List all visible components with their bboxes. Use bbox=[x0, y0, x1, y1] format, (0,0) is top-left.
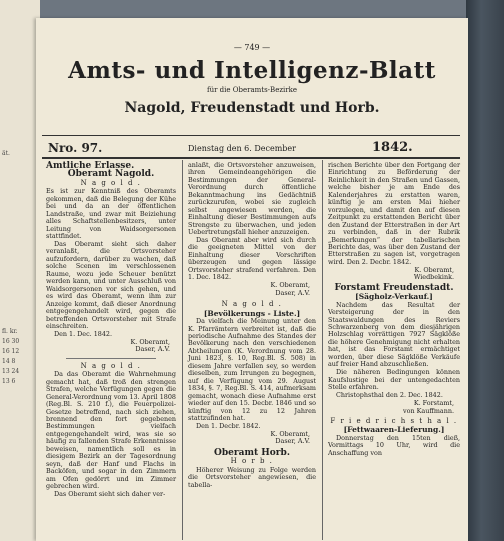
signature: von Kauffmann. bbox=[403, 406, 454, 415]
signature: Daser, A.V. bbox=[275, 288, 310, 297]
margin-fragment: 16 12 bbox=[2, 348, 20, 355]
signature: Daser, A.V. bbox=[275, 437, 310, 446]
book-spine bbox=[466, 0, 504, 541]
date-line: Den 1. Dec. 1842. bbox=[54, 329, 113, 338]
paragraph: Höherer Weisung zu Folge werden die Ortsvorsteher angewiesen, die tabella- bbox=[188, 465, 316, 489]
paragraph: Das Oberamt sieht sich daher ver- bbox=[54, 490, 166, 499]
signature: K. Forstamt, bbox=[413, 399, 454, 408]
paragraph: Das Oberamt aber wird sich durch die geeigneten Mittel von der Einhaltung dieser Vorschriften überzeugen und gegen lässige Ortsvorsteher strafend verfahren. Den 1. Dec. 1842. bbox=[188, 236, 316, 282]
margin-fragment: ät. bbox=[2, 150, 10, 157]
paragraph: Da das Oberamt die Wahrnehmung gemacht hat, daß troß den strengen Strafen, welche Verfügungen gegen die General-Verordnung vom 13. April 1808 (Reg.Bl. S. 210 f.), die Feuerpolizei-Gesetze betreffend, nach sich ziehen, brennend den fort gegebenen Bestimmungen vielfach entgegengehandelt wird, was sie so häufig zu fallenden Strafe Erkenntnisse beweisen, namentlich soll es in diesigem Bezirk an der Tagesordnung seyn, daß der Hanf und Flachs in Backöfen, und sogar in den Zimmern am Ofen gedörrt und im Zimmer gebrechen wird. bbox=[46, 370, 176, 491]
separator bbox=[66, 358, 156, 359]
signature: Daser, A.V. bbox=[135, 345, 170, 354]
notice-heading: [Sägholz-Verkauf.] bbox=[355, 292, 433, 302]
paragraph: Nachdem das Resultat der Versteigerung der in den Staatswaldungen des Reviers Schwarzenberg von dem diesjährigen Holzschlag vorrättigen 7927 Sägklöße die höhere Genehmigung nicht erhalten hat, ist das Forstamt ermächtiget worden, über diese Sägklöße Verkäufe auf freier Hand abzuschließen. bbox=[328, 300, 460, 369]
paragraph: Das Oberamt sieht sich daher veranlaßt, die Ortsvorsteher aufzufordern, darüber zu wachen, daß solche Scenen im verschlossenen Raume, wozu jede Scheuer benützt werden kann, und unter Ausschluß von Waidsorgersonen vor sich gehen, und es wird das Oberamt, wenn ihm zur Anzeige kommt, daß dieser Anordnung entgegengehandelt wird, gegen die betreffenden Ortsvorsteher mit Strafe einschreiten. bbox=[46, 240, 176, 331]
issue-year: 1842. bbox=[372, 140, 413, 155]
column-divider bbox=[322, 160, 323, 540]
column-divider bbox=[182, 160, 183, 540]
masthead-subtitle: für die Oberamts-Bezirke bbox=[207, 86, 297, 94]
paragraph: Da vielfach die Meinung unter den K. Pfarrämtern verbreitet ist, daß die periodische Aufnahme des Standes der Bevölkerung nach den verschiedenen Abtheilungen (K. Verordnung vom 28. Juni 1823, §. 10, Reg.Bl. S. 508) in diesem Jahre verfallen sey, so werden dieselben, zum Irrungen zu begegnen, auf die Verfügung vom 29. August 1834, §. 7, Reg.Bl. S. 414, aufmerksam gemacht, wonach diese Aufnahme erst wieder auf den 15. Decbr. 1846 und so künftig von 12 zu 12 Jahren stattzufinden hat. bbox=[188, 317, 316, 422]
location: N a g o l d . bbox=[221, 300, 283, 309]
issue-number: Nro. 97. bbox=[48, 141, 103, 155]
signature: K. Oberamt, bbox=[130, 337, 170, 346]
paragraph: Es ist zur Kenntniß des Oberamts gekommen, daß die Belegung der Kühe bei und da an der öffentlichen Landstraße, und zwar mit Beiziehung alles Schaftstellenbesitzers, unter Leitung von Waidsorgersonen stattfindet. bbox=[46, 187, 176, 241]
margin-fragment: 13 24 bbox=[2, 368, 20, 375]
dept-heading: Oberamt Horb. bbox=[214, 447, 290, 458]
notice-heading: [Fettwaaren-Lieferung.] bbox=[343, 425, 445, 435]
page-number: — 749 — bbox=[233, 43, 271, 52]
location: H o r b . bbox=[230, 457, 274, 466]
issue-date: Dienstag den 6. December bbox=[188, 144, 296, 153]
location: N a g o l d . bbox=[80, 361, 142, 370]
date-line: Christophsthal den 2. Dec. 1842. bbox=[336, 391, 443, 400]
paragraph: Die näheren Bedingungen können Kaufslustige bei der untengedachten Stelle erfahren. bbox=[328, 368, 460, 392]
location: F r i e d r i c h s t h a l . bbox=[330, 416, 458, 425]
paragraph: rischen Berichte über den Fortgang der Einrichtung zu Beförderung der Reinlichkeit in den Straßen und Gassen, welche bisher je am Ende des Kalenderjahres zu erstatten waren, künftig je am ersten Mai hieher vorzulegen, und damit den auf diesen Zeitpunkt zu erstattenden Bericht über den Zustand der Etterstraßen in der Art zu verbinden, daß in der Rubrik „Bemerkungen“ der tabellarischen Berichte das, was über den Zustand der Etterstraßen zu sagen ist, vorgetragen wird. Den 2. Decbr. 1842. bbox=[328, 161, 460, 266]
paragraph: Donnerstag den 15ten dieß, Vormittags 10 Uhr, wird die Anschaffung von bbox=[328, 433, 460, 457]
signature: Wiedbekink. bbox=[413, 273, 454, 282]
masthead-places: Nagold, Freudenstadt und Horb. bbox=[124, 100, 380, 116]
notice-heading: [Bevölkerungs - Liste.] bbox=[203, 308, 301, 318]
masthead-title: Amts- und Intelligenz-Blatt bbox=[68, 57, 436, 84]
adjacent-page bbox=[0, 0, 40, 541]
margin-fragment: fl. kr. bbox=[2, 328, 18, 335]
column-2 bbox=[188, 162, 316, 490]
header-rule-bottom bbox=[42, 157, 460, 159]
margin-fragment: 16 30 bbox=[2, 338, 20, 345]
section-heading: Amtliche Erlasse. bbox=[46, 161, 135, 171]
signature: K. Oberamt, bbox=[270, 281, 310, 290]
signature: K. Oberamt, bbox=[414, 265, 454, 274]
column-3 bbox=[328, 162, 460, 458]
header-rule-top bbox=[42, 135, 460, 136]
margin-fragment: 13 6 bbox=[2, 378, 16, 385]
paragraph: anlaßt, die Ortsvorsteher anzuweisen, ihren Gemeindeangehörigen die Bestimmungen der General-Verordnung durch öffentliche Bekanntmachung ins Gedächtniß zurückzurufen, wobei sie zugleich selbst angewiesen werden, die Einhaltung dieser Bestimmungen aufs Strengste zu überwachen, und jeden Uebertretungsfall hieher anzuzeigen. bbox=[188, 161, 316, 237]
dept-heading: Forstamt Freudenstadt. bbox=[334, 282, 454, 293]
newspaper-page bbox=[36, 18, 468, 541]
signature: K. Oberamt, bbox=[270, 429, 310, 438]
date-line: Den 1. Decbr. 1842. bbox=[196, 421, 261, 430]
margin-fragment: 14 8 bbox=[2, 358, 16, 365]
location: N a g o l d . bbox=[80, 178, 142, 187]
column-1 bbox=[46, 162, 176, 499]
dept-heading: Oberamt Nagold. bbox=[67, 169, 155, 180]
